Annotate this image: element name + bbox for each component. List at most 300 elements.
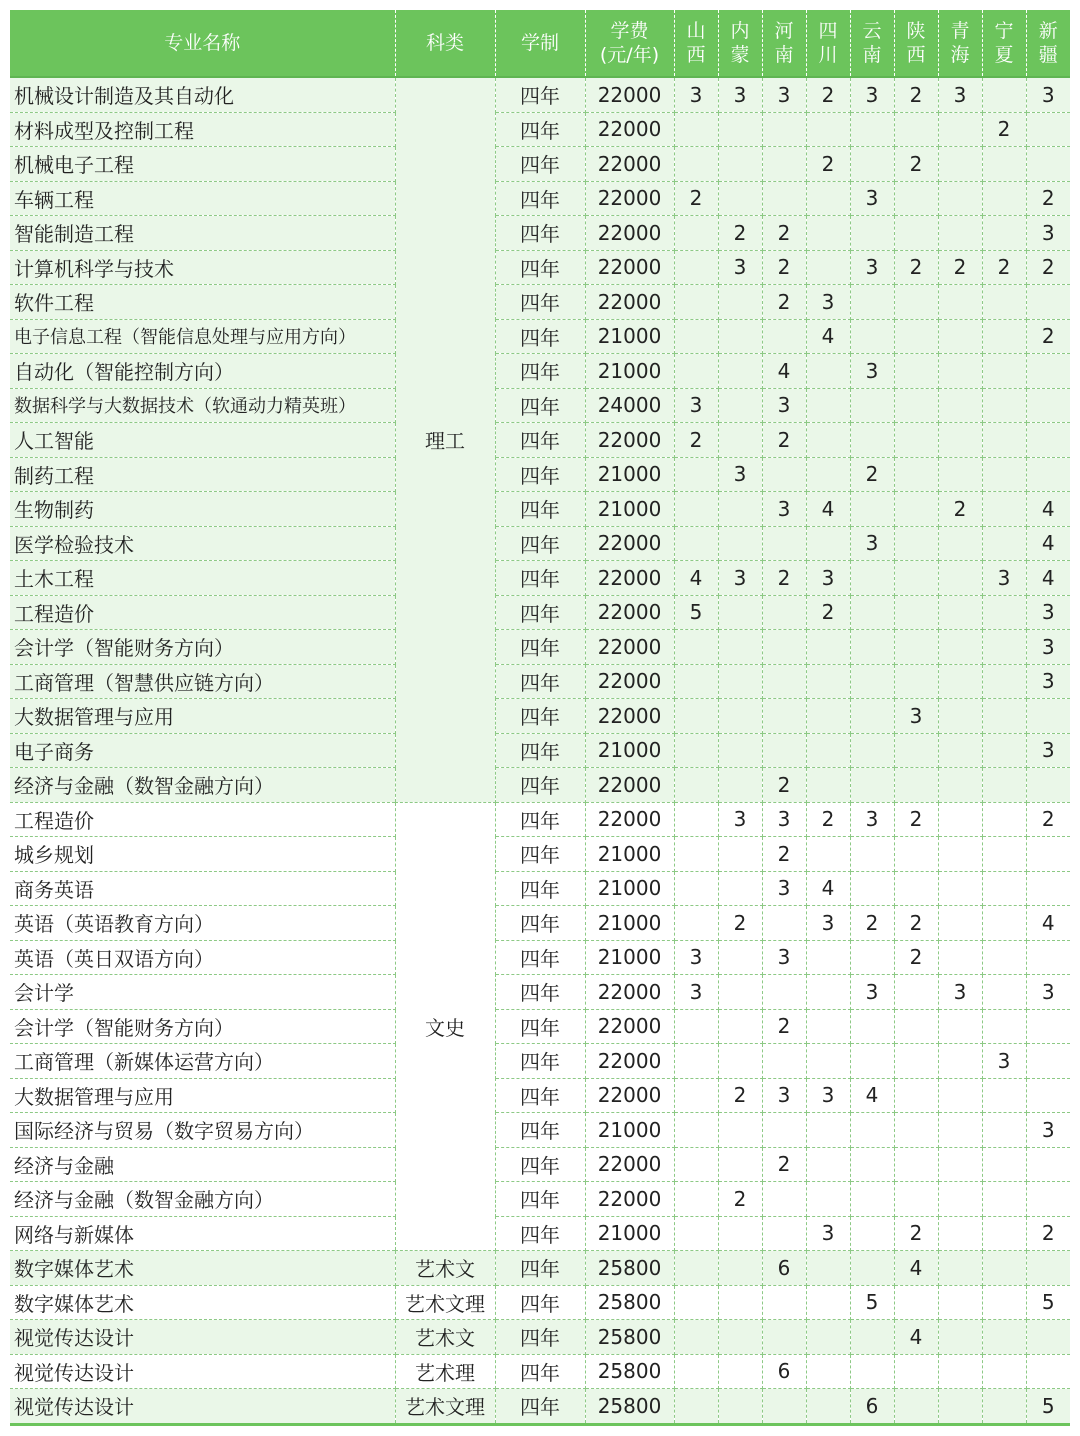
quota-cell: 2	[1026, 1216, 1070, 1251]
quota-cell	[718, 871, 762, 906]
major-name-cell: 经济与金融	[10, 1147, 395, 1182]
table-row	[10, 1147, 1070, 1182]
table-row	[10, 1009, 1070, 1044]
quota-cell	[850, 1147, 894, 1182]
quota-cell: 2	[718, 216, 762, 251]
quota-cell: 3	[762, 802, 806, 837]
duration-cell: 四年	[495, 1044, 585, 1079]
quota-cell: 3	[938, 77, 982, 112]
quota-cell: 2	[762, 1147, 806, 1182]
quota-cell	[938, 1078, 982, 1113]
quota-cell	[894, 492, 938, 527]
quota-cell	[806, 1113, 850, 1148]
fee-cell: 22000	[585, 802, 674, 837]
quota-cell	[850, 112, 894, 147]
quota-cell: 3	[1026, 975, 1070, 1010]
quota-cell	[850, 1320, 894, 1355]
quota-cell	[982, 1182, 1026, 1217]
quota-cell	[718, 147, 762, 182]
duration-cell: 四年	[495, 147, 585, 182]
quota-cell: 2	[674, 181, 718, 216]
quota-cell	[806, 526, 850, 561]
admission-plan-table-container	[10, 10, 1070, 1426]
quota-cell: 2	[982, 250, 1026, 285]
duration-cell: 四年	[495, 1113, 585, 1148]
quota-cell: 2	[806, 77, 850, 112]
quota-cell	[1026, 768, 1070, 803]
fee-cell: 22000	[585, 526, 674, 561]
quota-cell	[938, 1009, 982, 1044]
quota-cell	[894, 216, 938, 251]
quota-cell	[938, 1320, 982, 1355]
quota-cell: 4	[1026, 526, 1070, 561]
fee-cell: 21000	[585, 492, 674, 527]
table-row	[10, 802, 1070, 837]
quota-cell: 2	[1026, 319, 1070, 354]
fee-cell: 22000	[585, 630, 674, 665]
table-row	[10, 871, 1070, 906]
quota-cell: 2	[762, 768, 806, 803]
quota-cell	[982, 871, 1026, 906]
quota-cell	[938, 871, 982, 906]
quota-cell	[938, 837, 982, 872]
quota-cell	[982, 285, 1026, 320]
quota-cell	[850, 1216, 894, 1251]
quota-cell	[894, 871, 938, 906]
quota-cell	[806, 837, 850, 872]
quota-cell	[894, 319, 938, 354]
quota-cell: 4	[806, 492, 850, 527]
quota-cell: 2	[762, 837, 806, 872]
quota-cell	[674, 871, 718, 906]
quota-cell	[718, 699, 762, 734]
major-name-cell: 英语（英日双语方向）	[10, 940, 395, 975]
major-name-cell: 电子信息工程（智能信息处理与应用方向）	[10, 319, 395, 354]
table-row	[10, 1113, 1070, 1148]
table-row	[10, 975, 1070, 1010]
quota-cell	[938, 423, 982, 458]
duration-cell: 四年	[495, 940, 585, 975]
quota-cell	[718, 388, 762, 423]
quota-cell: 2	[806, 595, 850, 630]
quota-cell	[982, 319, 1026, 354]
quota-cell: 3	[718, 802, 762, 837]
quota-cell	[982, 975, 1026, 1010]
quota-cell	[938, 699, 982, 734]
quota-cell	[674, 1113, 718, 1148]
quota-cell	[938, 216, 982, 251]
fee-cell: 25800	[585, 1320, 674, 1355]
table-row	[10, 1182, 1070, 1217]
quota-cell	[938, 630, 982, 665]
quota-cell: 3	[806, 561, 850, 596]
fee-cell: 22000	[585, 595, 674, 630]
quota-cell	[718, 181, 762, 216]
quota-cell	[718, 1389, 762, 1425]
quota-cell	[718, 1044, 762, 1079]
quota-cell	[1026, 1044, 1070, 1079]
quota-cell	[982, 1354, 1026, 1389]
fee-cell: 22000	[585, 423, 674, 458]
fee-cell: 22000	[585, 250, 674, 285]
quota-cell	[806, 1285, 850, 1320]
major-name-cell: 大数据管理与应用	[10, 1078, 395, 1113]
duration-cell: 四年	[495, 1389, 585, 1425]
quota-cell	[850, 1182, 894, 1217]
quota-cell: 3	[718, 457, 762, 492]
quota-cell	[894, 561, 938, 596]
quota-cell	[850, 423, 894, 458]
quota-cell	[1026, 285, 1070, 320]
quota-cell	[806, 1354, 850, 1389]
quota-cell	[806, 354, 850, 389]
quota-cell	[762, 112, 806, 147]
quota-cell	[674, 1320, 718, 1355]
quota-cell	[982, 699, 1026, 734]
duration-cell: 四年	[495, 354, 585, 389]
quota-cell	[674, 1009, 718, 1044]
quota-cell	[894, 975, 938, 1010]
quota-cell	[982, 492, 1026, 527]
quota-cell	[1026, 1354, 1070, 1389]
major-name-cell: 会计学	[10, 975, 395, 1010]
quota-cell: 2	[718, 1078, 762, 1113]
quota-cell	[850, 388, 894, 423]
quota-cell	[674, 802, 718, 837]
quota-cell: 3	[938, 975, 982, 1010]
quota-cell	[718, 1216, 762, 1251]
quota-cell	[982, 837, 1026, 872]
duration-cell: 四年	[495, 1251, 585, 1286]
quota-cell	[894, 1113, 938, 1148]
quota-cell: 2	[982, 112, 1026, 147]
quota-cell: 2	[894, 147, 938, 182]
quota-cell	[806, 181, 850, 216]
table-row	[10, 216, 1070, 251]
fee-cell: 21000	[585, 837, 674, 872]
quota-cell: 2	[894, 802, 938, 837]
fee-cell: 21000	[585, 1113, 674, 1148]
table-row	[10, 906, 1070, 941]
quota-cell	[674, 664, 718, 699]
fee-cell: 22000	[585, 975, 674, 1010]
quota-cell	[938, 1113, 982, 1148]
header-major-name: 专业名称	[10, 10, 395, 77]
quota-cell: 3	[718, 250, 762, 285]
quota-cell	[674, 906, 718, 941]
quota-cell	[894, 733, 938, 768]
major-name-cell: 视觉传达设计	[10, 1354, 395, 1389]
quota-cell	[762, 147, 806, 182]
category-cell: 艺术文理	[395, 1389, 495, 1425]
fee-cell: 22000	[585, 77, 674, 112]
quota-cell: 3	[1026, 1113, 1070, 1148]
category-cell: 艺术理	[395, 1354, 495, 1389]
quota-cell: 4	[762, 354, 806, 389]
quota-cell	[806, 699, 850, 734]
major-name-cell: 智能制造工程	[10, 216, 395, 251]
quota-cell	[1026, 354, 1070, 389]
major-name-cell: 制药工程	[10, 457, 395, 492]
quota-cell	[982, 423, 1026, 458]
quota-cell	[850, 1354, 894, 1389]
quota-cell	[674, 1354, 718, 1389]
table-row	[10, 1354, 1070, 1389]
table-row	[10, 112, 1070, 147]
fee-cell: 25800	[585, 1354, 674, 1389]
quota-cell: 2	[938, 492, 982, 527]
quota-cell	[850, 285, 894, 320]
table-row	[10, 77, 1070, 112]
table-header-row	[10, 10, 1070, 77]
duration-cell: 四年	[495, 802, 585, 837]
quota-cell	[806, 1009, 850, 1044]
major-name-cell: 商务英语	[10, 871, 395, 906]
quota-cell: 4	[894, 1251, 938, 1286]
quota-cell: 4	[894, 1320, 938, 1355]
duration-cell: 四年	[495, 699, 585, 734]
duration-cell: 四年	[495, 112, 585, 147]
quota-cell: 3	[806, 1078, 850, 1113]
quota-cell	[718, 319, 762, 354]
fee-cell: 21000	[585, 457, 674, 492]
quota-cell: 3	[850, 975, 894, 1010]
quota-cell	[938, 595, 982, 630]
quota-cell	[982, 1113, 1026, 1148]
quota-cell	[718, 940, 762, 975]
quota-cell	[850, 630, 894, 665]
duration-cell: 四年	[495, 216, 585, 251]
major-name-cell: 自动化（智能控制方向）	[10, 354, 395, 389]
major-name-cell: 数据科学与大数据技术（软通动力精英班）	[10, 388, 395, 423]
duration-cell: 四年	[495, 664, 585, 699]
quota-cell: 3	[850, 354, 894, 389]
quota-cell	[1026, 699, 1070, 734]
quota-cell: 4	[850, 1078, 894, 1113]
header-duration: 学制	[495, 10, 585, 77]
quota-cell	[1026, 871, 1070, 906]
quota-cell	[850, 1251, 894, 1286]
quota-cell: 4	[806, 871, 850, 906]
quota-cell	[1026, 1251, 1070, 1286]
quota-cell	[938, 285, 982, 320]
quota-cell	[762, 1320, 806, 1355]
major-name-cell: 人工智能	[10, 423, 395, 458]
table-row	[10, 630, 1070, 665]
quota-cell	[982, 216, 1026, 251]
quota-cell	[850, 492, 894, 527]
duration-cell: 四年	[495, 1009, 585, 1044]
quota-cell	[938, 457, 982, 492]
fee-cell: 22000	[585, 181, 674, 216]
quota-cell	[674, 1251, 718, 1286]
quota-cell	[674, 492, 718, 527]
quota-cell: 3	[674, 975, 718, 1010]
quota-cell: 3	[982, 561, 1026, 596]
quota-cell	[938, 1389, 982, 1425]
quota-cell	[806, 112, 850, 147]
quota-cell	[674, 526, 718, 561]
table-row	[10, 388, 1070, 423]
quota-cell	[894, 1285, 938, 1320]
quota-cell	[674, 733, 718, 768]
major-name-cell: 生物制药	[10, 492, 395, 527]
quota-cell	[894, 423, 938, 458]
table-row	[10, 1044, 1070, 1079]
table-row	[10, 595, 1070, 630]
quota-cell	[718, 664, 762, 699]
major-name-cell: 国际经济与贸易（数字贸易方向）	[10, 1113, 395, 1148]
quota-cell	[762, 1285, 806, 1320]
quota-cell	[806, 1182, 850, 1217]
table-row	[10, 354, 1070, 389]
quota-cell	[806, 250, 850, 285]
major-name-cell: 视觉传达设计	[10, 1320, 395, 1355]
duration-cell: 四年	[495, 1285, 585, 1320]
duration-cell: 四年	[495, 250, 585, 285]
fee-cell: 22000	[585, 1147, 674, 1182]
table-body	[10, 77, 1070, 1424]
quota-cell	[894, 112, 938, 147]
quota-cell	[850, 319, 894, 354]
quota-cell: 2	[762, 561, 806, 596]
table-row	[10, 250, 1070, 285]
quota-cell	[894, 1078, 938, 1113]
duration-cell: 四年	[495, 768, 585, 803]
quota-cell	[894, 526, 938, 561]
quota-cell	[982, 181, 1026, 216]
table-row	[10, 1285, 1070, 1320]
quota-cell: 3	[806, 1216, 850, 1251]
quota-cell	[894, 285, 938, 320]
duration-cell: 四年	[495, 1320, 585, 1355]
major-name-cell: 计算机科学与技术	[10, 250, 395, 285]
major-name-cell: 城乡规划	[10, 837, 395, 872]
table-row	[10, 1389, 1070, 1425]
quota-cell	[938, 768, 982, 803]
quota-cell	[850, 837, 894, 872]
quota-cell: 3	[850, 77, 894, 112]
quota-cell	[674, 285, 718, 320]
fee-cell: 22000	[585, 112, 674, 147]
quota-cell: 2	[718, 1182, 762, 1217]
quota-cell	[850, 768, 894, 803]
quota-cell	[674, 1389, 718, 1425]
quota-cell	[806, 423, 850, 458]
fee-cell: 22000	[585, 664, 674, 699]
quota-cell	[938, 561, 982, 596]
fee-cell: 22000	[585, 561, 674, 596]
quota-cell	[806, 388, 850, 423]
fee-cell: 22000	[585, 1044, 674, 1079]
quota-cell: 3	[806, 285, 850, 320]
quota-cell	[718, 1147, 762, 1182]
major-name-cell: 医学检验技术	[10, 526, 395, 561]
table-row	[10, 733, 1070, 768]
header-province-qinghai: 青海	[938, 10, 982, 77]
major-name-cell: 工程造价	[10, 595, 395, 630]
table-row	[10, 1078, 1070, 1113]
fee-cell: 25800	[585, 1285, 674, 1320]
quota-cell	[1026, 1009, 1070, 1044]
quota-cell	[894, 837, 938, 872]
quota-cell	[718, 492, 762, 527]
quota-cell	[674, 1285, 718, 1320]
quota-cell: 6	[762, 1354, 806, 1389]
quota-cell	[850, 595, 894, 630]
quota-cell	[894, 1182, 938, 1217]
quota-cell: 2	[762, 285, 806, 320]
fee-cell: 21000	[585, 871, 674, 906]
quota-cell	[938, 1216, 982, 1251]
quota-cell	[894, 664, 938, 699]
quota-cell	[718, 285, 762, 320]
quota-cell: 3	[674, 388, 718, 423]
quota-cell	[806, 630, 850, 665]
quota-cell: 6	[762, 1251, 806, 1286]
quota-cell: 3	[1026, 216, 1070, 251]
quota-cell	[762, 181, 806, 216]
quota-cell	[674, 216, 718, 251]
quota-cell	[894, 1147, 938, 1182]
quota-cell: 2	[762, 250, 806, 285]
quota-cell	[806, 1389, 850, 1425]
quota-cell	[762, 1044, 806, 1079]
table-row	[10, 1251, 1070, 1286]
quota-cell: 2	[1026, 250, 1070, 285]
quota-cell: 2	[938, 250, 982, 285]
fee-cell: 21000	[585, 906, 674, 941]
quota-cell	[894, 388, 938, 423]
table-row	[10, 457, 1070, 492]
quota-cell	[938, 181, 982, 216]
quota-cell	[674, 147, 718, 182]
quota-cell: 2	[894, 940, 938, 975]
quota-cell: 3	[894, 699, 938, 734]
header-province-henan: 河南	[762, 10, 806, 77]
category-cell: 艺术文	[395, 1320, 495, 1355]
major-name-cell: 机械设计制造及其自动化	[10, 77, 395, 112]
quota-cell	[806, 768, 850, 803]
quota-cell: 3	[850, 526, 894, 561]
quota-cell	[806, 664, 850, 699]
duration-cell: 四年	[495, 181, 585, 216]
table-row	[10, 561, 1070, 596]
quota-cell	[982, 906, 1026, 941]
quota-cell	[1026, 1078, 1070, 1113]
quota-cell	[674, 630, 718, 665]
quota-cell: 3	[806, 906, 850, 941]
admission-plan-table	[10, 10, 1070, 1426]
category-cell: 艺术文	[395, 1251, 495, 1286]
quota-cell	[894, 354, 938, 389]
table-row	[10, 1320, 1070, 1355]
quota-cell	[674, 837, 718, 872]
fee-cell: 21000	[585, 733, 674, 768]
quota-cell	[850, 664, 894, 699]
quota-cell	[894, 768, 938, 803]
quota-cell	[982, 354, 1026, 389]
duration-cell: 四年	[495, 871, 585, 906]
quota-cell	[1026, 388, 1070, 423]
quota-cell	[762, 1389, 806, 1425]
quota-cell: 3	[762, 77, 806, 112]
duration-cell: 四年	[495, 319, 585, 354]
header-province-neimeng: 内蒙	[718, 10, 762, 77]
quota-cell	[850, 147, 894, 182]
quota-cell: 3	[674, 940, 718, 975]
duration-cell: 四年	[495, 733, 585, 768]
